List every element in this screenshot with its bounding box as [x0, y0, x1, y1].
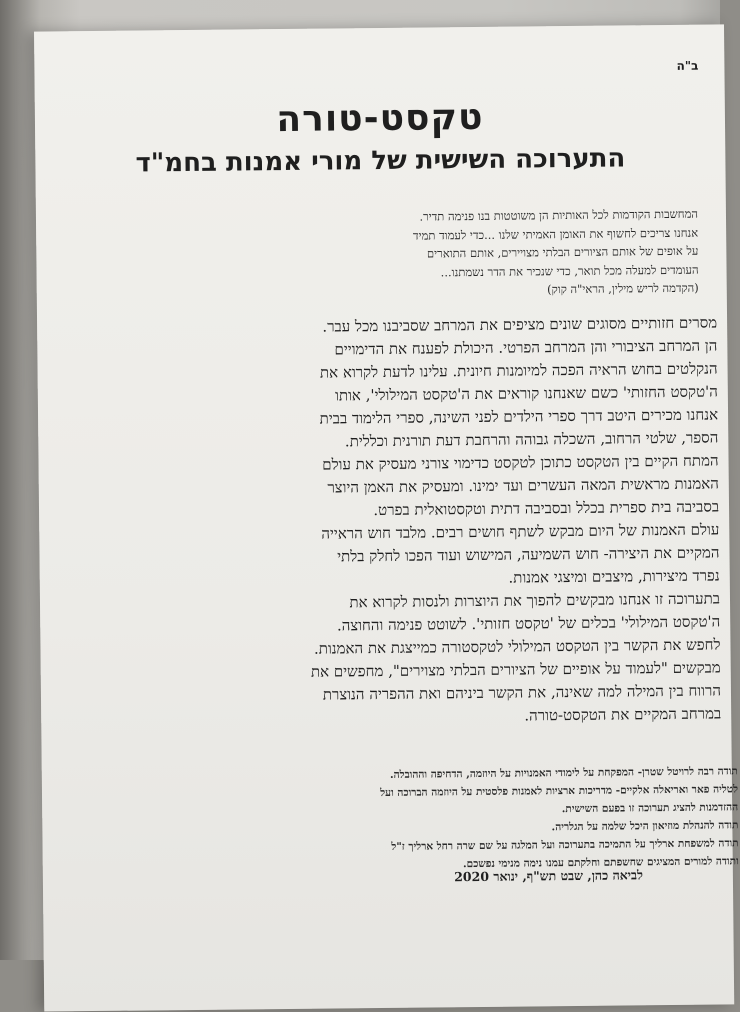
quote-line: על אופים של אותם הציורים הבלתי מצויירים, אותם התוארים — [426, 243, 699, 261]
epigraph-quote — [98, 205, 699, 304]
body-line: המקיים את היצירה- חוש השמיעה, המישוש ועוד הפכו לחלק בלתי — [337, 543, 720, 566]
thanks-line: ותודה למורים המציגים שחשפתם וחלקתם עמנו נימה מנימי נפשכם. — [462, 855, 739, 871]
thanks-line: תודה רבה לרויטל שטרן- המפקחת על לימודי האמנויות על היוזמה, הדחיפה וההובלה. — [389, 765, 738, 781]
page-subtitle: התערוכה השישית של מורי אמנות בחמ"ד — [135, 143, 626, 179]
thanks-line: תודה להנהלת מוזיאון היכל שלמה על הגלריה. — [551, 819, 739, 834]
body-line: ה'טקסט החזותי' כשם שאנחנו קוראים את ה'טקסט המילולי', אותו — [334, 382, 718, 405]
body-line: במרחב המקיים את הטקסט-טורה. — [524, 704, 722, 725]
body-text — [81, 311, 721, 732]
body-line: אנחנו מכירים היטב דרך ספרי הילדים לפני השינה, ספרי הלימוד בבית — [319, 405, 719, 428]
body-line: בסביבה בית ספרית בכלל ובסביבה דתית וטקסטואלית בפרט. — [373, 497, 720, 520]
quote-line: העומדים למעלה מכל תואר, כדי שנכיר את הדר נשמתנו... — [440, 262, 699, 279]
thanks-line: לטליה פאר ואריאלה אלקיים- מדריכות ארציות לאמנות פלסטית על היוזמה הברוכה ועל — [380, 783, 739, 800]
acknowledgements — [98, 762, 739, 877]
body-line: לחפש את הקשר בין הטקסט המילולי לטקסטורה כמייצגת את האמנות. — [313, 635, 721, 658]
body-line: עולם האמנות של היום מבקש לשתף חושים רבים. מלבד חוש הראייה — [321, 520, 720, 543]
header-bh: ב"ה — [676, 58, 699, 73]
body-line: הנקלטים בחוש הראיה הפכה למיומנות חיונית. עלינו לדעת לקרוא את — [319, 359, 718, 382]
body-line: בתערוכה זו אנחנו מבקשים להפוך את היוצרות ולנסות לקרוא את — [349, 589, 721, 612]
thanks-line: ההזדמנות להציג תערוכה זו בפעם השישית. — [561, 801, 739, 816]
body-line: הספר, שלטי הרחוב, השכלה גבוהה והרחבת דעת תורנית וכללית. — [344, 428, 719, 451]
body-line: ה'טקסט המילולי' בכלים של 'טקסט חזותי'. לשוטט פנימה והחוצה. — [336, 612, 721, 635]
body-line: מבקשים "לעמוד על אופיים של הציורים הבלתי מצוירים", מחפשים את — [310, 658, 721, 681]
quote-line: המחשבות הקודמות לכל האותיות הן משוטטות בנו פנימה תדיר. — [419, 206, 699, 224]
document-page — [34, 24, 739, 1011]
quote-source: (הקדמה לריש מילין, הראי"ה קוק) — [546, 280, 699, 297]
page-title: טקסט-טורה — [276, 96, 484, 141]
quote-line: אנחנו צריכים לחשוף את האומן האמיתי שלנו ...כדי לעמוד תמיד — [412, 225, 699, 243]
body-line: נפרד מיצירות, מיצבים ומיצגי אמנות. — [508, 566, 720, 587]
body-line: הן המרחב הציבורי והן המרחב הפרטי. היכולת לפענח את הדימויים — [334, 336, 718, 359]
body-line: המתח הקיים בין הטקסט כתוכן לטקסט כדימוי צורני מעסיק את עולם — [322, 451, 719, 474]
signature: לביאה כהן, שבט תש"ף, ינואר 2020 — [454, 867, 643, 885]
body-line: הרווח בין המילה למה שאינה, את הקשר ביניהם ואת ההפריה הנוצרת — [322, 681, 722, 704]
body-line: האמנות מראשית המאה העשרים ועד ימינו. ומעסיק את האמן היוצר — [327, 474, 719, 497]
body-line: מסרים חזותיים מסוגים שונים מציפים את המרחב שסביבנו מכל עבר. — [322, 313, 718, 336]
thanks-line: תודה למשפחת ארליך על התמיכה בתערוכה ועל המלגה על שם שרה רחל ארליך ז"ל — [391, 837, 739, 853]
